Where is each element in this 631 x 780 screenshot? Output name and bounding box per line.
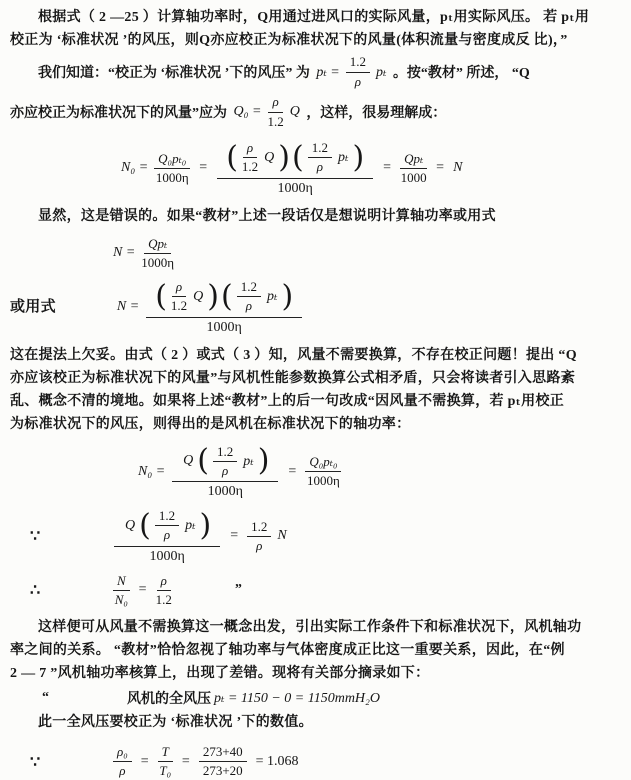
paragraph-1-line-1: 根据式（ 2 —25 ）计算轴功率时，Q用通过进风口的实际风量，pₜ用实际风压。 若 pₜ用: [38, 10, 590, 25]
formula-density-ratio-row: [10, 744, 621, 780]
fraction-numerator: ρ: [172, 279, 186, 297]
fraction-denominator: ρ: [316, 159, 323, 175]
excerpt-text: 风机的全风压: [127, 692, 211, 707]
variable: Q: [125, 517, 136, 533]
fraction: [171, 279, 187, 315]
paragraph-5-line-1: 这样便可从风量不需换算这一概念出发，引出实际工作条件下和标准状况下，风机轴功: [38, 620, 582, 635]
fraction-denominator: 1.2: [170, 298, 188, 314]
text-segment: 我们知道：“校正为 ‘标准状况 ’下的风压” 为: [38, 66, 314, 81]
fraction: [237, 279, 261, 315]
equals-sign: =: [140, 753, 149, 769]
fraction-denominator: 273+20: [202, 763, 243, 779]
fraction: [267, 94, 283, 130]
big-fraction-denominator: 1000η: [277, 180, 313, 196]
paragraph-5-line-3: 2 — 7 ”风机轴功率核算上，出现了差错。现将有关部分摘录如下：: [10, 666, 430, 681]
big-fraction-numerator: [146, 279, 302, 318]
fraction: [154, 151, 190, 187]
excerpt-formula: pₜ = 1150 − 0 = 1150mmH₂O: [214, 690, 381, 706]
because-symbol: ∵: [30, 528, 41, 546]
formula-lhs: N =: [116, 299, 140, 315]
fraction-numerator: 1.2: [213, 444, 237, 462]
fraction-numerator: ρ: [157, 573, 171, 591]
fraction-denominator: 1000η: [306, 473, 340, 489]
equals-sign: =: [383, 160, 392, 176]
left-paren: (: [226, 139, 238, 175]
closing-quote: ”: [234, 582, 242, 598]
left-paren: (: [155, 278, 167, 314]
fraction-denominator: ρ: [256, 537, 263, 553]
fraction: [213, 444, 237, 480]
fraction-numerator: 1.2: [237, 279, 261, 297]
fraction: [158, 744, 173, 780]
text-segment: 。按“教材” 所述， “Q: [389, 66, 530, 81]
equals-sign: =: [436, 160, 445, 176]
formula-n0-expansion: [118, 140, 621, 197]
big-fraction-numerator: [217, 140, 373, 179]
formula-rhs: N: [277, 528, 287, 544]
fraction-denominator: 1.2: [241, 159, 259, 175]
text-segment: ，这样，很易理解成：: [302, 106, 447, 121]
fraction-denominator: ρ: [354, 73, 361, 89]
equals-sign: =: [199, 160, 208, 176]
fraction: [308, 140, 332, 176]
formula-lhs: N₀ =: [121, 160, 149, 176]
variable: pₜ: [185, 518, 196, 534]
right-paren: ): [207, 278, 220, 314]
equals-sign: =: [181, 753, 190, 769]
fraction: [305, 454, 341, 490]
fraction-numerator: Q₀pₜ₀: [154, 151, 190, 169]
paragraph-4-line-4: 为标准状况下的风压，则得出的是风机在标准状况下的轴功率：: [10, 416, 411, 432]
paragraph-4-line-3: 乱、概念不清的境地。如果将上述“教材”上的后一句改成“因风量不需换算，若 pₜ用校正: [10, 393, 565, 409]
formula-rhs: N: [453, 160, 463, 176]
fraction-numerator: T: [158, 744, 173, 762]
variable: pₜ: [243, 453, 254, 469]
text-segment: 亦应校正为标准状况下的风量”应为: [10, 106, 231, 121]
left-paren: (: [221, 278, 233, 314]
fraction-numerator: ρ₀: [113, 744, 132, 762]
paragraph-1-line-2: 校正为 ‘标准状况 ’的风压，则Q亦应校正为标准状况下的风量(体积流量与密度成反 比)，”: [10, 33, 568, 48]
fraction-denominator: ρ: [163, 527, 171, 543]
big-fraction-denominator: 1000η: [149, 548, 185, 564]
formula-inline-lhs: pₜ =: [316, 64, 340, 80]
big-fraction-numerator: [114, 508, 220, 547]
formula-inline-lhs: Q₀ =: [233, 104, 262, 119]
equals-sign: =: [288, 463, 297, 479]
right-paren: ): [257, 443, 270, 479]
fraction-numerator: Qpₜ: [144, 236, 171, 254]
fraction-numerator: 1.2: [247, 519, 271, 537]
fraction-denominator: 1000η: [155, 169, 189, 185]
paragraph-4-line-2: 亦应该校正为标准状况下的风量”与风机性能参数换算公式相矛盾，只会将读者引入思路紊: [10, 370, 575, 386]
big-fraction-denominator: 1000η: [207, 484, 243, 499]
variable: Q: [264, 149, 275, 165]
big-fraction: [146, 279, 302, 336]
left-paren: (: [197, 443, 209, 479]
fraction: [242, 140, 258, 176]
fraction-denominator: 1.2: [267, 113, 284, 129]
left-paren: (: [139, 507, 151, 543]
variable: Q: [183, 453, 194, 469]
paragraph-2-line-1: [10, 52, 621, 92]
right-paren: ): [278, 139, 291, 175]
right-paren: ): [352, 139, 365, 175]
fraction: [400, 151, 427, 187]
or-formula-label: 或用式: [10, 298, 56, 315]
formula-lhs: N₀ =: [138, 463, 166, 479]
fraction-numerator: 1.2: [155, 508, 179, 526]
fraction-denominator: ρ: [222, 462, 229, 478]
fraction-numerator: Qpₜ: [400, 151, 427, 169]
fraction: [247, 519, 271, 555]
variable: Q: [193, 288, 204, 304]
big-fraction-numerator: [172, 444, 278, 483]
big-fraction: [114, 508, 220, 565]
fraction-denominator: N₀: [114, 591, 128, 607]
fraction-numerator: ρ: [268, 94, 282, 112]
variable: pₜ: [266, 289, 278, 305]
opening-quote: “: [42, 690, 49, 705]
formula-therefore-row: [10, 573, 621, 609]
fraction: [346, 54, 370, 90]
fraction: [155, 508, 179, 544]
right-paren: ): [199, 507, 212, 543]
paragraph-6-line-1: 此一全风压要校正为 ‘标准状况 ’下的数值。: [38, 715, 313, 730]
fraction-numerator: Q₀pₜ₀: [305, 454, 341, 472]
equals-sign: =: [230, 528, 239, 544]
paragraph-2-line-2: [10, 92, 621, 132]
formula-because-row: [10, 508, 621, 565]
fraction: [113, 744, 132, 780]
big-fraction: [217, 140, 373, 197]
fraction-denominator: 1.2: [155, 591, 172, 607]
therefore-symbol: ∴: [30, 582, 41, 600]
fraction-denominator: 1000: [400, 169, 427, 185]
big-fraction-denominator: 1000η: [206, 319, 242, 335]
fraction-denominator: T₀: [159, 763, 172, 779]
formula-n0-corrected: [135, 444, 621, 501]
fraction-numerator: N: [113, 573, 130, 591]
formula-alternative-row: [10, 279, 621, 336]
variable: pₜ: [337, 150, 349, 166]
fraction: [141, 236, 174, 272]
fraction-denominator: ρ: [119, 763, 126, 779]
formula-n-simple: [110, 236, 621, 272]
fraction-numerator: 273+40: [199, 744, 247, 762]
fraction-numerator: ρ: [243, 140, 257, 158]
formula-inline-rhs: Q: [289, 104, 300, 119]
formula-lhs: N =: [113, 245, 136, 261]
fraction: [156, 573, 172, 609]
excerpt-quote-line: [10, 685, 621, 711]
paragraph-3-line-1: 显然，这是错误的。如果“教材”上述一段话仅是想说明计算轴功率或用式: [38, 208, 496, 224]
formula-inline-rhs: pₜ: [375, 64, 387, 80]
fraction-numerator: 1.2: [346, 54, 370, 72]
fraction: [199, 744, 247, 780]
big-fraction: [172, 444, 278, 501]
fraction-numerator: 1.2: [308, 140, 332, 158]
fraction-denominator: 1000η: [141, 254, 175, 270]
equals-sign: =: [138, 582, 147, 598]
formula-result: = 1.068: [255, 753, 299, 769]
paragraph-5-line-2: 率之间的关系。 “教材”恰恰忽视了轴功率与气体密度成正比这一重要关系，因此，在“例: [10, 643, 565, 658]
left-paren: (: [292, 139, 304, 175]
right-paren: ): [281, 278, 294, 314]
paragraph-4-line-1: 这在提法上欠妥。由式（ 2 ）或式（ 3 ）知，风量不需要换算，不存在校正问题！提出 “Q: [10, 347, 577, 363]
because-symbol: ∵: [30, 753, 41, 771]
fraction: [113, 573, 130, 609]
fraction-denominator: ρ: [245, 298, 252, 314]
